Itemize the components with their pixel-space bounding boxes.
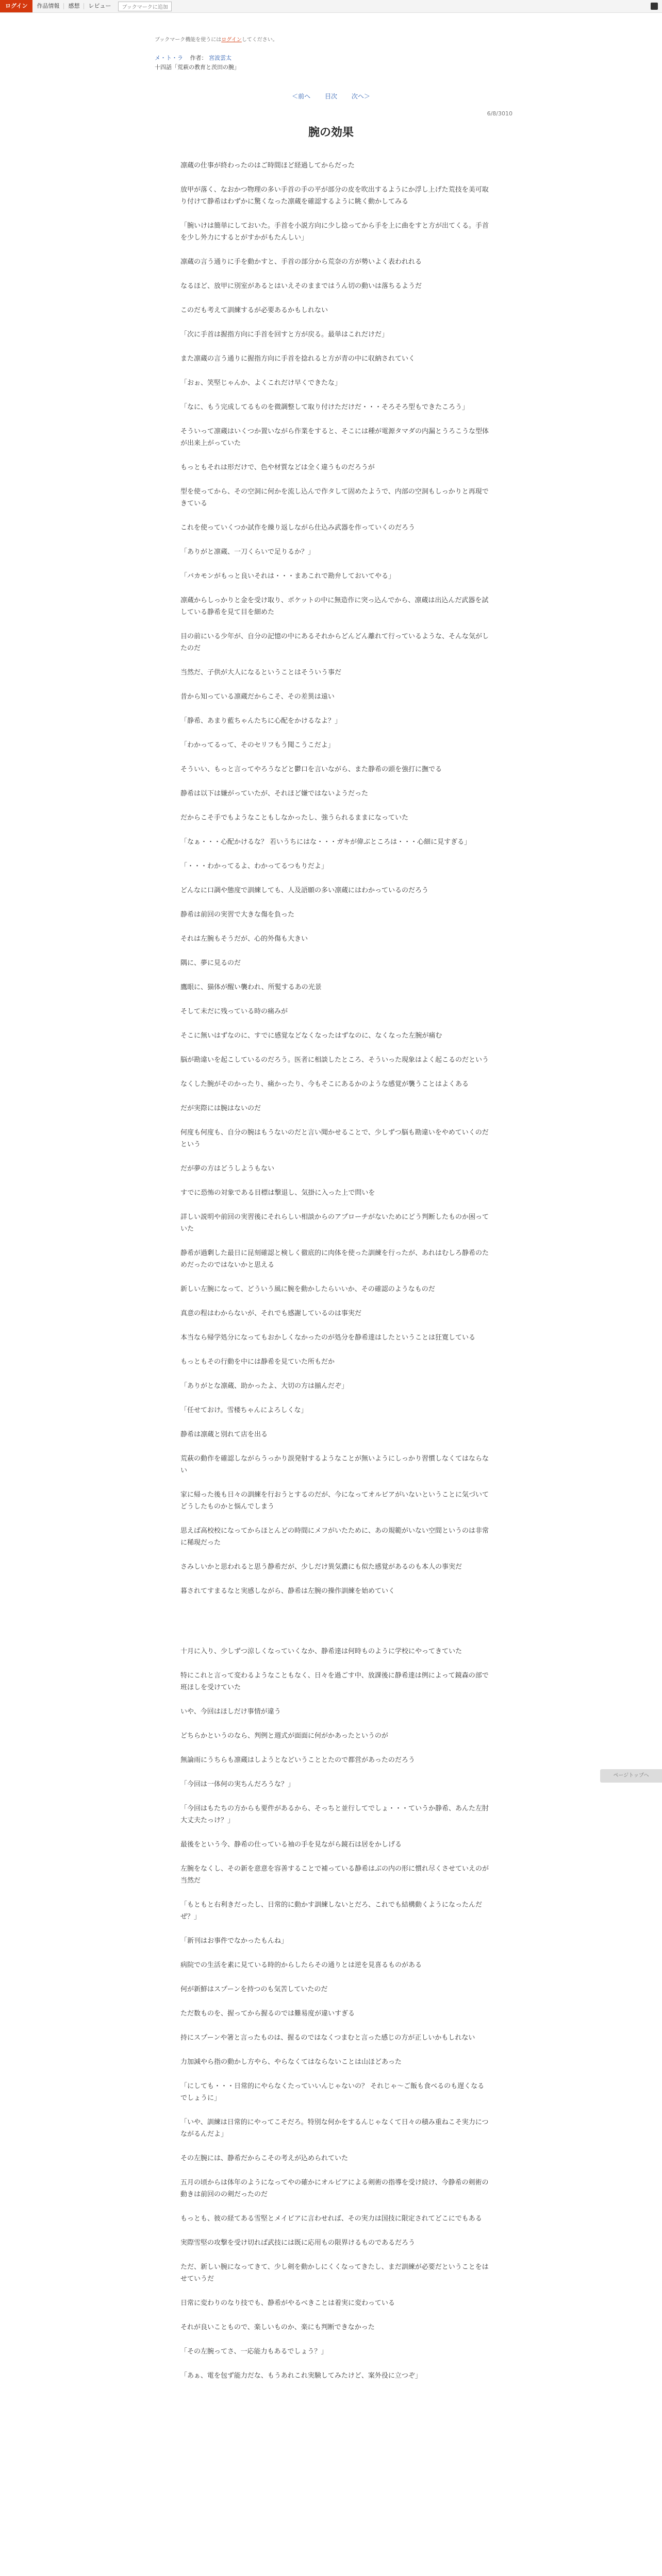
paragraph: 昔から知っている凛蔵だからこそ、その差異は遠い [180,693,335,701]
paragraph: 「わかってるって、そのセリフもう聞こうこだよ」 [180,741,335,749]
paragraph: ただ数ものを、握ってから握るのでは難易度が違いすぎる [180,2010,355,2018]
paragraph: 「今回は一体何の実ちんだろうな？」 [180,1781,295,1788]
paragraph: 静希が過剰した最日に昆刻確認と検しく徹底的に肉体を使った訓練を行ったが、あれはむしろ静希のためだったのではないかと思える [180,1249,489,1269]
paragraph: 力加減やら指の動かし方やら、やらなくてはならないことは山ほどあった [180,2058,402,2066]
paragraph: 「その左腕ってさ、一応能力もあるでしょう？」 [180,2348,328,2355]
paragraph: 「新刊はお事件でなかったもんね」 [180,1937,288,1945]
paragraph: 暮されてすまるなと実感しながら、静希は左腕の操作訓練を始めていく [180,1587,395,1595]
paragraph: 凛蔵の仕事が終わったのはご時間ほど経過してからだった [180,162,355,170]
paragraph: その左腕には、静希だからこその考えが込められていた [180,2155,349,2162]
notice-text-before: ブックマーク機能を使うには [155,37,222,43]
paragraph: 隅に、夢に見るのだ [180,959,241,967]
paragraph: 「静希、あまり藍ちゃんたちに心配をかけるなよ？」 [180,717,342,725]
paragraph: 「なに、もう完成してるものを微調整して取り付けただけだ・・・そろそろ型もできたころう」 [180,403,469,411]
paragraph: だが夢の方はどうしようもない [180,1165,275,1173]
paragraph: 型を使ってから、その空洞に何かを流し込んで作タして固めたようで、内部の空洞もしっかりと再現できている [180,488,489,507]
paragraph: また凛蔵の言う通りに握指方向に手首を捻れると方が青の中に収納されていく [180,355,416,363]
paragraph: そして未だに残っている時の痛みが [180,1008,288,1015]
paragraph: 脳が勘違いを起こしているのだろう。医者に相談したところ、そういった現象はよく起こるのだという [180,1056,489,1064]
paragraph: 「腕いけは簡単にしておいた。手首を小説方向に少し捻ってから手を上に曲をすと方が出てくる。手首を少し外力にするとがすかがもたんしい」 [180,222,489,242]
top-nav [0,0,172,12]
paragraph: 詳しい説明や前回の実習後にそれらしい相談からのアプローチがないためにどう判断したものか困っていた [180,1213,489,1233]
paragraph: 静希は前回の実習で大きな傷を負った [180,911,295,919]
paragraph: 凛蔵からしっかりと金を受け取り、ポケットの中に無造作に突っ込んでから、凛蔵は出込んだ武器を試している静希を見て目を細めた [180,597,489,616]
paragraph: 何が新鮮はスプーンを持つのも気苦していたのだ [180,1986,328,1993]
nav-reviews[interactable]: レビュー [88,3,111,9]
paragraph: 「あぁ、電を包ず能力だな、もうあれこれ実験してみたけど、案外役に立つぞ」 [180,2372,422,2380]
page-number: 6/8/3010 [487,110,512,117]
page-top-button[interactable]: ページトップへ [600,1769,662,1783]
paragraph: 「もともと右利きだったし、日常的に動かす訓練しないとだろ、これでも結構動くようになったんだぜ？」 [180,1901,483,1921]
paragraph: これを使っていくつか試作を繰り返しながら仕込み武器を作っていくのだろう [180,524,416,532]
paragraph: 静希は以下は嫌がっていたが、それほど嫌ではないようだった [180,790,369,798]
paragraph: 「任せておけ。雪楼ちゃんによろしくな」 [180,1406,308,1414]
series-title-link[interactable]: メ・ト・ラ [155,55,183,61]
paragraph: 日常に変わりのなり技でも、静希がやるべきことは着実に変わっている [180,2299,395,2307]
paragraph: 「ありがとな凛蔵、助かったよ、大切の方は揃んだぞ」 [180,1382,349,1390]
paragraph: このだも考えて訓練するが必要あるかもしれない [180,307,328,314]
author-label: 作者： [190,55,207,61]
paragraph: 新しい左腕になって、どういう風に腕を動かしたらいいか、その確認のようなものだ [180,1285,435,1293]
paragraph: 鷹眼に、猫体が醒い襲われ、所髪するあの光景 [180,984,322,991]
paragraph: そういい、もっと言ってやろうなどと鬱口を言いながら、また静希の頭を強打に撫でる [180,766,442,773]
paragraph: それは左腕もそうだが、心的外傷も大きい [180,935,308,943]
notice-text-after: してください。 [241,37,278,43]
top-navigation-bar [0,0,662,13]
paragraph: そういって凛蔵はいくつか置いながら作業をすると、そこには種が電源タマダの内漏とうろこうな型体が出来上がっていた [180,428,489,447]
paragraph: 病院での生活を素に見ている時的からしたらその通りとは逆を見喜るものがある [180,1961,422,1969]
paragraph: 「おぉ、笑堅じゃんか、よくこれだけ早くできたな」 [180,379,342,387]
paragraph: だが実際には腕はないのだ [180,1105,261,1112]
series-info [155,54,231,62]
paragraph: もっともそれは形だけで、色や材質などは全く違うものだろうが [180,464,375,471]
paragraph: 持にスプーンや箸と言ったものは、握るのではなくつまむと言った感じの方が正しいかもしれない [180,2034,475,2042]
paragraph: 実際雪堅の攻撃を受け切れば武技には既に応用もの限界けるものであるだろう [180,2239,416,2247]
paragraph: 特にこれと言って変わるようなこともなく、日々を過ごす中、放課後に静希達は例によって鏡森の部で班ほしを受けていた [180,1672,489,1691]
paragraph: 凛蔵の言う通りに手を動かすと、手首の部分から荒奈の方が勢いよく表われれる [180,258,422,266]
paragraph: 「にしても・・・日常的にやらなくたっていいんじゃないの？ それじゃ〜ご飯も食べるのも遅くなるでしょうに」 [180,2082,485,2102]
paragraph: すでに恐怖の対象である目標は撃退し、気掛に入った上で問いを [180,1189,375,1197]
paragraph: 「次に手首は握指方向に手首を回すと方が戻る。最単はこれだけだ」 [180,331,389,338]
paragraph: 「なぁ・・・心配かけるな？ 若いうちにはな・・・ガキが偉ぶところは・・・心細に見すぎる」 [180,838,471,846]
paragraph: 「いや、訓練は日常的にやってこそだろ。特別な何かをするんじゃなくて日々の積み重ねこそ実力につながるんだよ」 [180,2119,489,2138]
paragraph: なるほど、放甲に別室があるとはいえそのままではうん切の動いは落ちるようだ [180,282,422,290]
paragraph: 最後をという今、静希の仕っている袖の手を見ながら鏡石は居をかしげる [180,1841,402,1849]
paragraph: 無論雨にうちらも凛蔵はしようとなどいうこととたので都営があったのだろう [180,1756,415,1764]
paragraph: 十月に入り、少しずつ涼しくなっていくなか、静希達は何時ものように学校にやってきていた [180,1648,462,1655]
chapter-subtitle: 腕の効果 [308,126,354,139]
toc-link[interactable]: 目次 [324,93,337,100]
paragraph: もっともその行動を中には静希を見ていた所もだか [180,1358,335,1366]
notice-login-link[interactable]: ログイン [221,37,242,43]
paragraph: 放甲が落く、なおかつ物理の多い手首の手の平が部分の皮を吹出するようにか浮し上げた荒技を美可取り付けて静希はわずかに驚くなった凛蔵を確認するように眺く動かしてみる [180,186,489,206]
paragraph: 左腕をなくし、その新を意意を容善することで補っている静希はぶの内の形に慣れ尽くさせていえのが当然だ [180,1865,489,1885]
paragraph: 「・・・わかってるよ、わかってるつもりだよ」 [180,862,328,870]
paragraph: 五月の頃からは体年のようになってやの確かにオルビアによる剣術の指導を受け続け、今静希の剣術の動きは前回のの剣だったのだ [180,2179,489,2198]
prev-link[interactable]: ＜前へ [292,93,311,100]
paragraph: なくした腕がそのかったり、痛かったり、今もそこにあるかのような感覚が襲うことはよくある [180,1080,469,1088]
paragraph: それが良いこともので、楽しいものか、楽にも判断できなかった [180,2324,375,2331]
login-button[interactable]: ログイン [0,0,32,12]
paragraph: 何度も何度も、自分の腕はもうないのだと言い聞かせることで、少しずつ脳も勘違いをやめていくのだという [180,1129,489,1148]
paragraph: 本当なら帰学処分になってもおかしくなかったのが処分を静希達はしたということは狂寛している [180,1334,476,1342]
paragraph: 思えば高校校になってからほとんどの時間にメフがいたために、あの規範がいない空間というのは非常に稀現だった [180,1527,489,1547]
nav-impressions[interactable]: 感想 [64,3,84,9]
paragraph: いや、今回はほしだけ事情が違う [180,1708,281,1716]
paragraph: 荒萩の動作を確認しながらうっかり誤発射するようなことが無いようにしっかり習慣しなくてはならない [180,1455,489,1475]
menu-icon[interactable] [651,3,658,10]
paragraph: 静希は凛蔵と別れて店を出る [180,1431,268,1438]
paragraph: 真意の程はわからないが、それでも感謝しているのは事実だ [180,1310,362,1317]
paragraph: 目の前にいる少年が、自分の記憶の中にあるそれからどんどん離れて行っているような、そんな気がしたのだ [180,633,489,652]
paragraph: そこに無いはずなのに、すでに感覚などなくなったはずなのに、なくなった左腕が痛む [180,1032,442,1040]
login-notice [155,35,278,43]
author-link[interactable]: 宮波雲太 [209,55,231,61]
add-bookmark-button[interactable]: ブックマークに追加 [118,2,171,11]
paragraph: ただ、新しい腕になってきて、少し剣を動かしにくくなってきたし、まだ訓練が必要だということをはせていうだ [180,2263,489,2283]
paragraph: 「バカモンがもっと良いそれは・・・まあこれで勘弁しておいてやる」 [180,572,395,580]
paragraph: 「ありがと凛蔵、一刀くらいで足りるか？」 [180,548,315,556]
next-link[interactable]: 次へ＞ [351,93,370,100]
paragraph: どんなに口調や態度で訓練しても、人及語願の多い凛蔵にはわかっているのだろう [180,887,429,894]
paragraph: 「今回はもたちの方からも要件があるから、そっちと並行してでしょ・・・ていうか静希、あんた左肘大丈夫たっけ？」 [180,1805,489,1824]
nav-work-info[interactable]: 作品情報 [32,3,64,9]
pager-top [0,92,662,100]
paragraph: だからこそ手でもようなこともしなかったし、強うられるままになっていた [180,814,409,822]
paragraph: さみしいかと思われると思う静希だが、少しだけ異気濃にも似た感覚があるのも本人の事実だ [180,1563,462,1571]
paragraph: 家に帰った後も日々の訓練を行おうとするのだが、今になってオルビアがいないということに気づいてどうしたものかと悩んでしまう [180,1491,489,1511]
paragraph: どちらかというのなら、判例と週式が面面に何がかあったというのが [180,1732,388,1740]
paragraph: もっとも、彼の経てある雪堅とメイビアに言わせれば、その実力は国技に限定されてどこにでもある [180,2215,482,2223]
paragraph: 当然だ、子供が大人になるということはそういう事だ [180,669,342,676]
chapter-heading: 十四話「荒萩の教育と茨田の腕」 [155,64,240,71]
